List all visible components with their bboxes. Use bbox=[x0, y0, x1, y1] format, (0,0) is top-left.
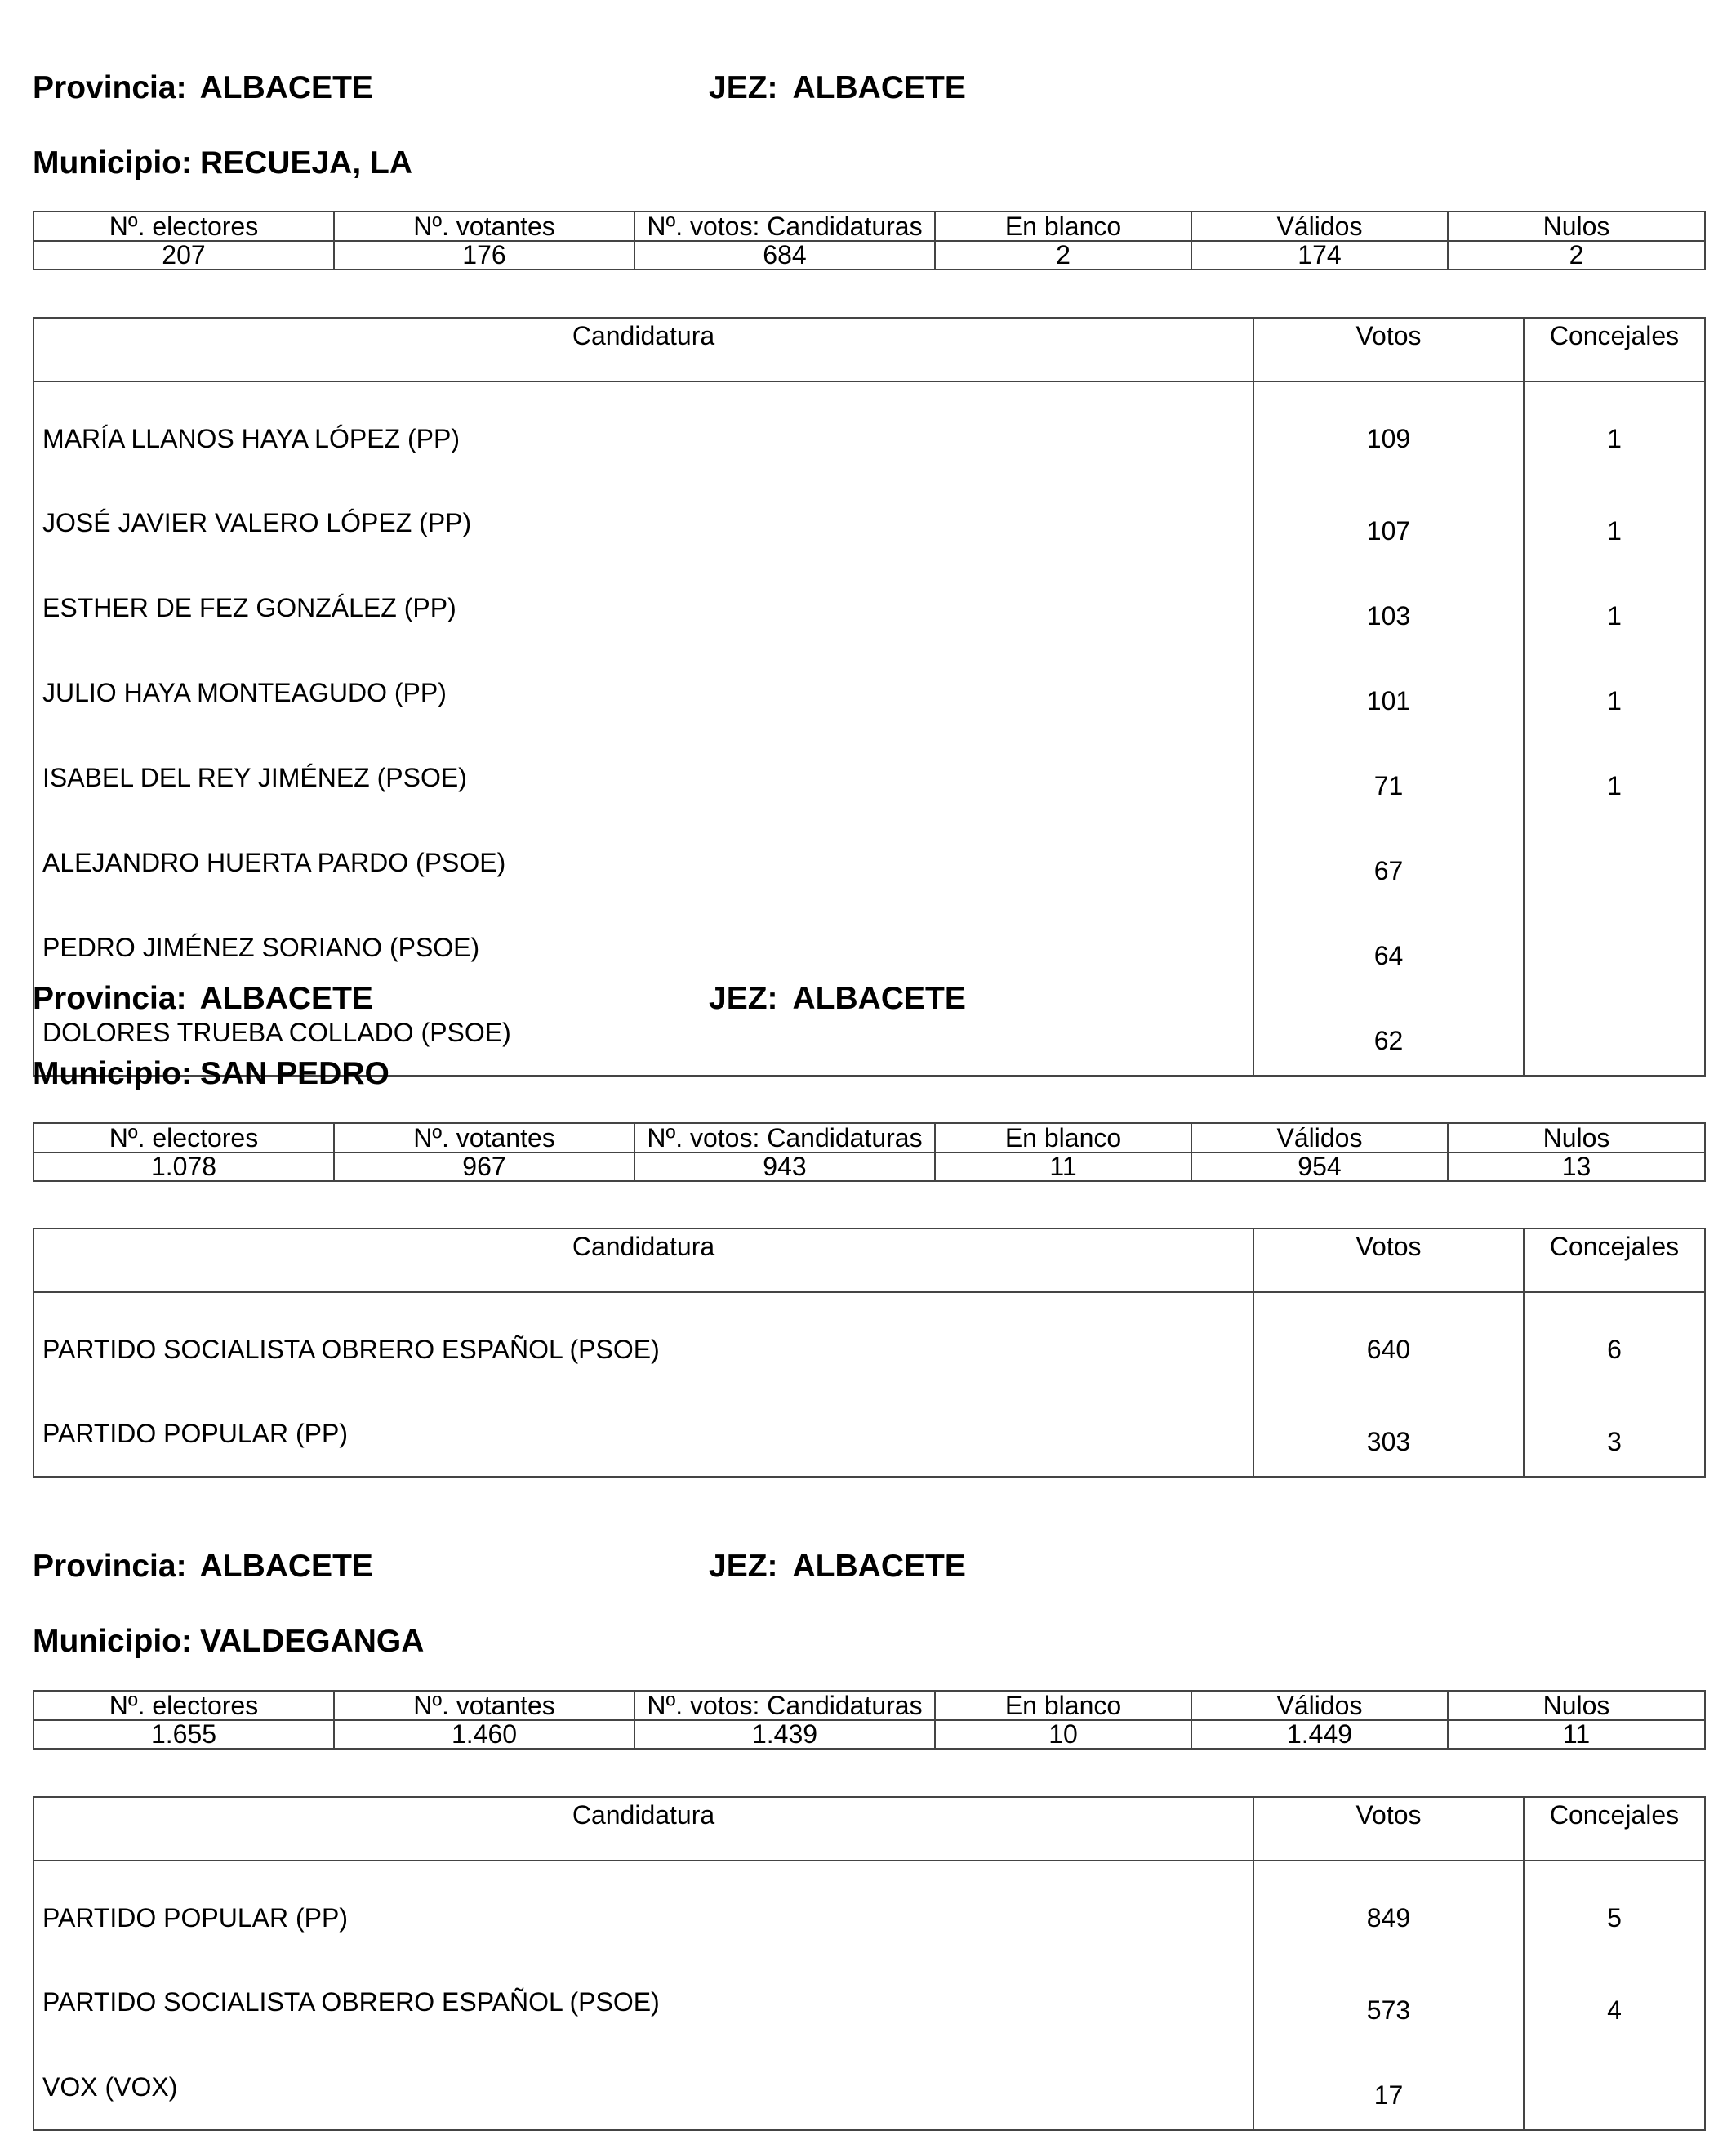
candidate-row bbox=[33, 735, 1705, 820]
provincia-label: Provincia: bbox=[33, 981, 187, 1016]
candidate-concejales: 3 bbox=[1524, 1391, 1705, 1477]
en-blanco-value: 10 bbox=[935, 1720, 1191, 1749]
votos-header: Votos bbox=[1253, 1797, 1524, 1861]
validos-value: 954 bbox=[1191, 1152, 1448, 1181]
candidate-votos: 109 bbox=[1253, 381, 1524, 480]
validos-value: 1.449 bbox=[1191, 1720, 1448, 1749]
candidate-name: JULIO HAYA MONTEAGUDO (PP) bbox=[33, 650, 1253, 735]
candidate-votos: 64 bbox=[1253, 905, 1524, 990]
candidate-concejales: 1 bbox=[1524, 735, 1705, 820]
candidate-name: PARTIDO SOCIALISTA OBRERO ESPAÑOL (PSOE) bbox=[33, 1292, 1253, 1391]
stats-value-row bbox=[33, 1720, 1705, 1749]
votos-header: Votos bbox=[1253, 1228, 1524, 1292]
candidate-row bbox=[33, 1959, 1705, 2044]
stats-value-row bbox=[33, 1152, 1705, 1181]
candidate-votos: 303 bbox=[1253, 1391, 1524, 1477]
candidate-concejales: 6 bbox=[1524, 1292, 1705, 1391]
votantes-value: 1.460 bbox=[334, 1720, 634, 1749]
municipio-label: Municipio: bbox=[33, 145, 192, 181]
votos-header: Votos bbox=[1253, 318, 1524, 381]
candidate-votos: 17 bbox=[1253, 2044, 1524, 2130]
stats-header: Válidos bbox=[1191, 1691, 1448, 1720]
provincia-label: Provincia: bbox=[33, 70, 187, 105]
municipio-label: Municipio: bbox=[33, 1624, 192, 1659]
candidatura-header: Candidatura bbox=[33, 1228, 1253, 1292]
en-blanco-value: 2 bbox=[935, 241, 1191, 270]
stats-table bbox=[33, 1690, 1706, 1750]
candidate-row bbox=[33, 1292, 1705, 1391]
en-blanco-value: 11 bbox=[935, 1152, 1191, 1181]
provincia-heading bbox=[33, 72, 373, 104]
validos-value: 174 bbox=[1191, 241, 1448, 270]
provincia-heading bbox=[33, 1550, 373, 1582]
jez-value: ALBACETE bbox=[792, 981, 966, 1016]
stats-header: En blanco bbox=[935, 1691, 1191, 1720]
stats-header: Nº. votantes bbox=[334, 1691, 634, 1720]
stats-table bbox=[33, 1122, 1706, 1182]
municipio-value: RECUEJA, LA bbox=[199, 145, 413, 181]
stats-header: Nulos bbox=[1448, 212, 1705, 241]
votos-candidaturas-value: 1.439 bbox=[634, 1720, 935, 1749]
candidate-name: JOSÉ JAVIER VALERO LÓPEZ (PP) bbox=[33, 480, 1253, 565]
nulos-value: 2 bbox=[1448, 241, 1705, 270]
candidate-votos: 62 bbox=[1253, 990, 1524, 1076]
candidate-votos: 101 bbox=[1253, 650, 1524, 735]
jez-value: ALBACETE bbox=[792, 1549, 966, 1584]
candidate-row bbox=[33, 2044, 1705, 2130]
candidate-name: PEDRO JIMÉNEZ SORIANO (PSOE) bbox=[33, 905, 1253, 990]
nulos-value: 13 bbox=[1448, 1152, 1705, 1181]
stats-header: Válidos bbox=[1191, 1123, 1448, 1152]
candidate-votos: 573 bbox=[1253, 1959, 1524, 2044]
concejales-header: Concejales bbox=[1524, 318, 1705, 381]
stats-header: Nº. votos: Candidaturas bbox=[634, 1691, 935, 1720]
stats-header-row bbox=[33, 1691, 1705, 1720]
municipio-heading bbox=[33, 1625, 424, 1657]
candidates-table bbox=[33, 1228, 1706, 1478]
candidates-table bbox=[33, 1796, 1706, 2131]
candidate-name: MARÍA LLANOS HAYA LÓPEZ (PP) bbox=[33, 381, 1253, 480]
candidates-header-row bbox=[33, 318, 1705, 381]
candidate-concejales bbox=[1524, 820, 1705, 905]
stats-header: Nº. electores bbox=[33, 212, 334, 241]
votantes-value: 176 bbox=[334, 241, 634, 270]
stats-table bbox=[33, 211, 1706, 270]
candidate-name: ALEJANDRO HUERTA PARDO (PSOE) bbox=[33, 820, 1253, 905]
candidate-votos: 849 bbox=[1253, 1861, 1524, 1959]
votantes-value: 967 bbox=[334, 1152, 634, 1181]
jez-heading bbox=[709, 1550, 966, 1582]
stats-header: Nulos bbox=[1448, 1123, 1705, 1152]
candidate-concejales bbox=[1524, 905, 1705, 990]
jez-heading bbox=[709, 983, 966, 1014]
jez-label: JEZ: bbox=[709, 70, 778, 105]
candidate-name: PARTIDO SOCIALISTA OBRERO ESPAÑOL (PSOE) bbox=[33, 1959, 1253, 2044]
candidate-votos: 640 bbox=[1253, 1292, 1524, 1391]
stats-value-row bbox=[33, 241, 1705, 270]
candidate-name: DOLORES TRUEBA COLLADO (PSOE) bbox=[33, 990, 1253, 1076]
jez-label: JEZ: bbox=[709, 981, 778, 1016]
candidate-votos: 103 bbox=[1253, 565, 1524, 650]
municipio-value: VALDEGANGA bbox=[199, 1624, 425, 1659]
candidate-votos: 107 bbox=[1253, 480, 1524, 565]
provincia-label: Provincia: bbox=[33, 1549, 187, 1584]
candidate-row bbox=[33, 1391, 1705, 1477]
municipio-value: SAN PEDRO bbox=[199, 1056, 389, 1091]
electores-value: 207 bbox=[33, 241, 334, 270]
stats-header: Nº. votantes bbox=[334, 1123, 634, 1152]
concejales-header: Concejales bbox=[1524, 1797, 1705, 1861]
municipio-heading bbox=[33, 147, 412, 179]
candidate-row bbox=[33, 480, 1705, 565]
votos-candidaturas-value: 684 bbox=[634, 241, 935, 270]
stats-header: Nº. votos: Candidaturas bbox=[634, 1123, 935, 1152]
stats-header-row bbox=[33, 1123, 1705, 1152]
candidate-votos: 67 bbox=[1253, 820, 1524, 905]
stats-header-row bbox=[33, 212, 1705, 241]
candidate-name: ESTHER DE FEZ GONZÁLEZ (PP) bbox=[33, 565, 1253, 650]
candidate-concejales: 1 bbox=[1524, 381, 1705, 480]
municipio-heading bbox=[33, 1058, 389, 1090]
stats-header: Nº. votos: Candidaturas bbox=[634, 212, 935, 241]
candidate-name: PARTIDO POPULAR (PP) bbox=[33, 1391, 1253, 1477]
stats-header: En blanco bbox=[935, 1123, 1191, 1152]
candidate-concejales bbox=[1524, 990, 1705, 1076]
municipio-label: Municipio: bbox=[33, 1056, 192, 1091]
candidates-table bbox=[33, 317, 1706, 1077]
stats-header: Nº. electores bbox=[33, 1691, 334, 1720]
candidate-row bbox=[33, 565, 1705, 650]
candidate-row bbox=[33, 905, 1705, 990]
candidate-row bbox=[33, 650, 1705, 735]
stats-header: Nulos bbox=[1448, 1691, 1705, 1720]
stats-header: Nº. electores bbox=[33, 1123, 334, 1152]
provincia-value: ALBACETE bbox=[199, 1549, 373, 1584]
candidatura-header: Candidatura bbox=[33, 1797, 1253, 1861]
provincia-heading bbox=[33, 983, 373, 1014]
jez-value: ALBACETE bbox=[792, 70, 966, 105]
candidates-header-row bbox=[33, 1228, 1705, 1292]
candidate-name: VOX (VOX) bbox=[33, 2044, 1253, 2130]
candidate-concejales: 5 bbox=[1524, 1861, 1705, 1959]
electores-value: 1.078 bbox=[33, 1152, 334, 1181]
stats-header: En blanco bbox=[935, 212, 1191, 241]
candidate-name: ISABEL DEL REY JIMÉNEZ (PSOE) bbox=[33, 735, 1253, 820]
candidatura-header: Candidatura bbox=[33, 318, 1253, 381]
stats-header: Válidos bbox=[1191, 212, 1448, 241]
candidate-row bbox=[33, 1861, 1705, 1959]
nulos-value: 11 bbox=[1448, 1720, 1705, 1749]
jez-label: JEZ: bbox=[709, 1549, 778, 1584]
jez-heading bbox=[709, 72, 966, 104]
candidate-concejales: 4 bbox=[1524, 1959, 1705, 2044]
candidate-row bbox=[33, 820, 1705, 905]
provincia-value: ALBACETE bbox=[199, 70, 373, 105]
candidate-concejales: 1 bbox=[1524, 565, 1705, 650]
electores-value: 1.655 bbox=[33, 1720, 334, 1749]
candidate-concejales: 1 bbox=[1524, 480, 1705, 565]
candidate-name: PARTIDO POPULAR (PP) bbox=[33, 1861, 1253, 1959]
candidate-votos: 71 bbox=[1253, 735, 1524, 820]
candidates-header-row bbox=[33, 1797, 1705, 1861]
candidate-concejales bbox=[1524, 2044, 1705, 2130]
candidate-row bbox=[33, 381, 1705, 480]
concejales-header: Concejales bbox=[1524, 1228, 1705, 1292]
candidate-concejales: 1 bbox=[1524, 650, 1705, 735]
provincia-value: ALBACETE bbox=[199, 981, 373, 1016]
stats-header: Nº. votantes bbox=[334, 212, 634, 241]
votos-candidaturas-value: 943 bbox=[634, 1152, 935, 1181]
